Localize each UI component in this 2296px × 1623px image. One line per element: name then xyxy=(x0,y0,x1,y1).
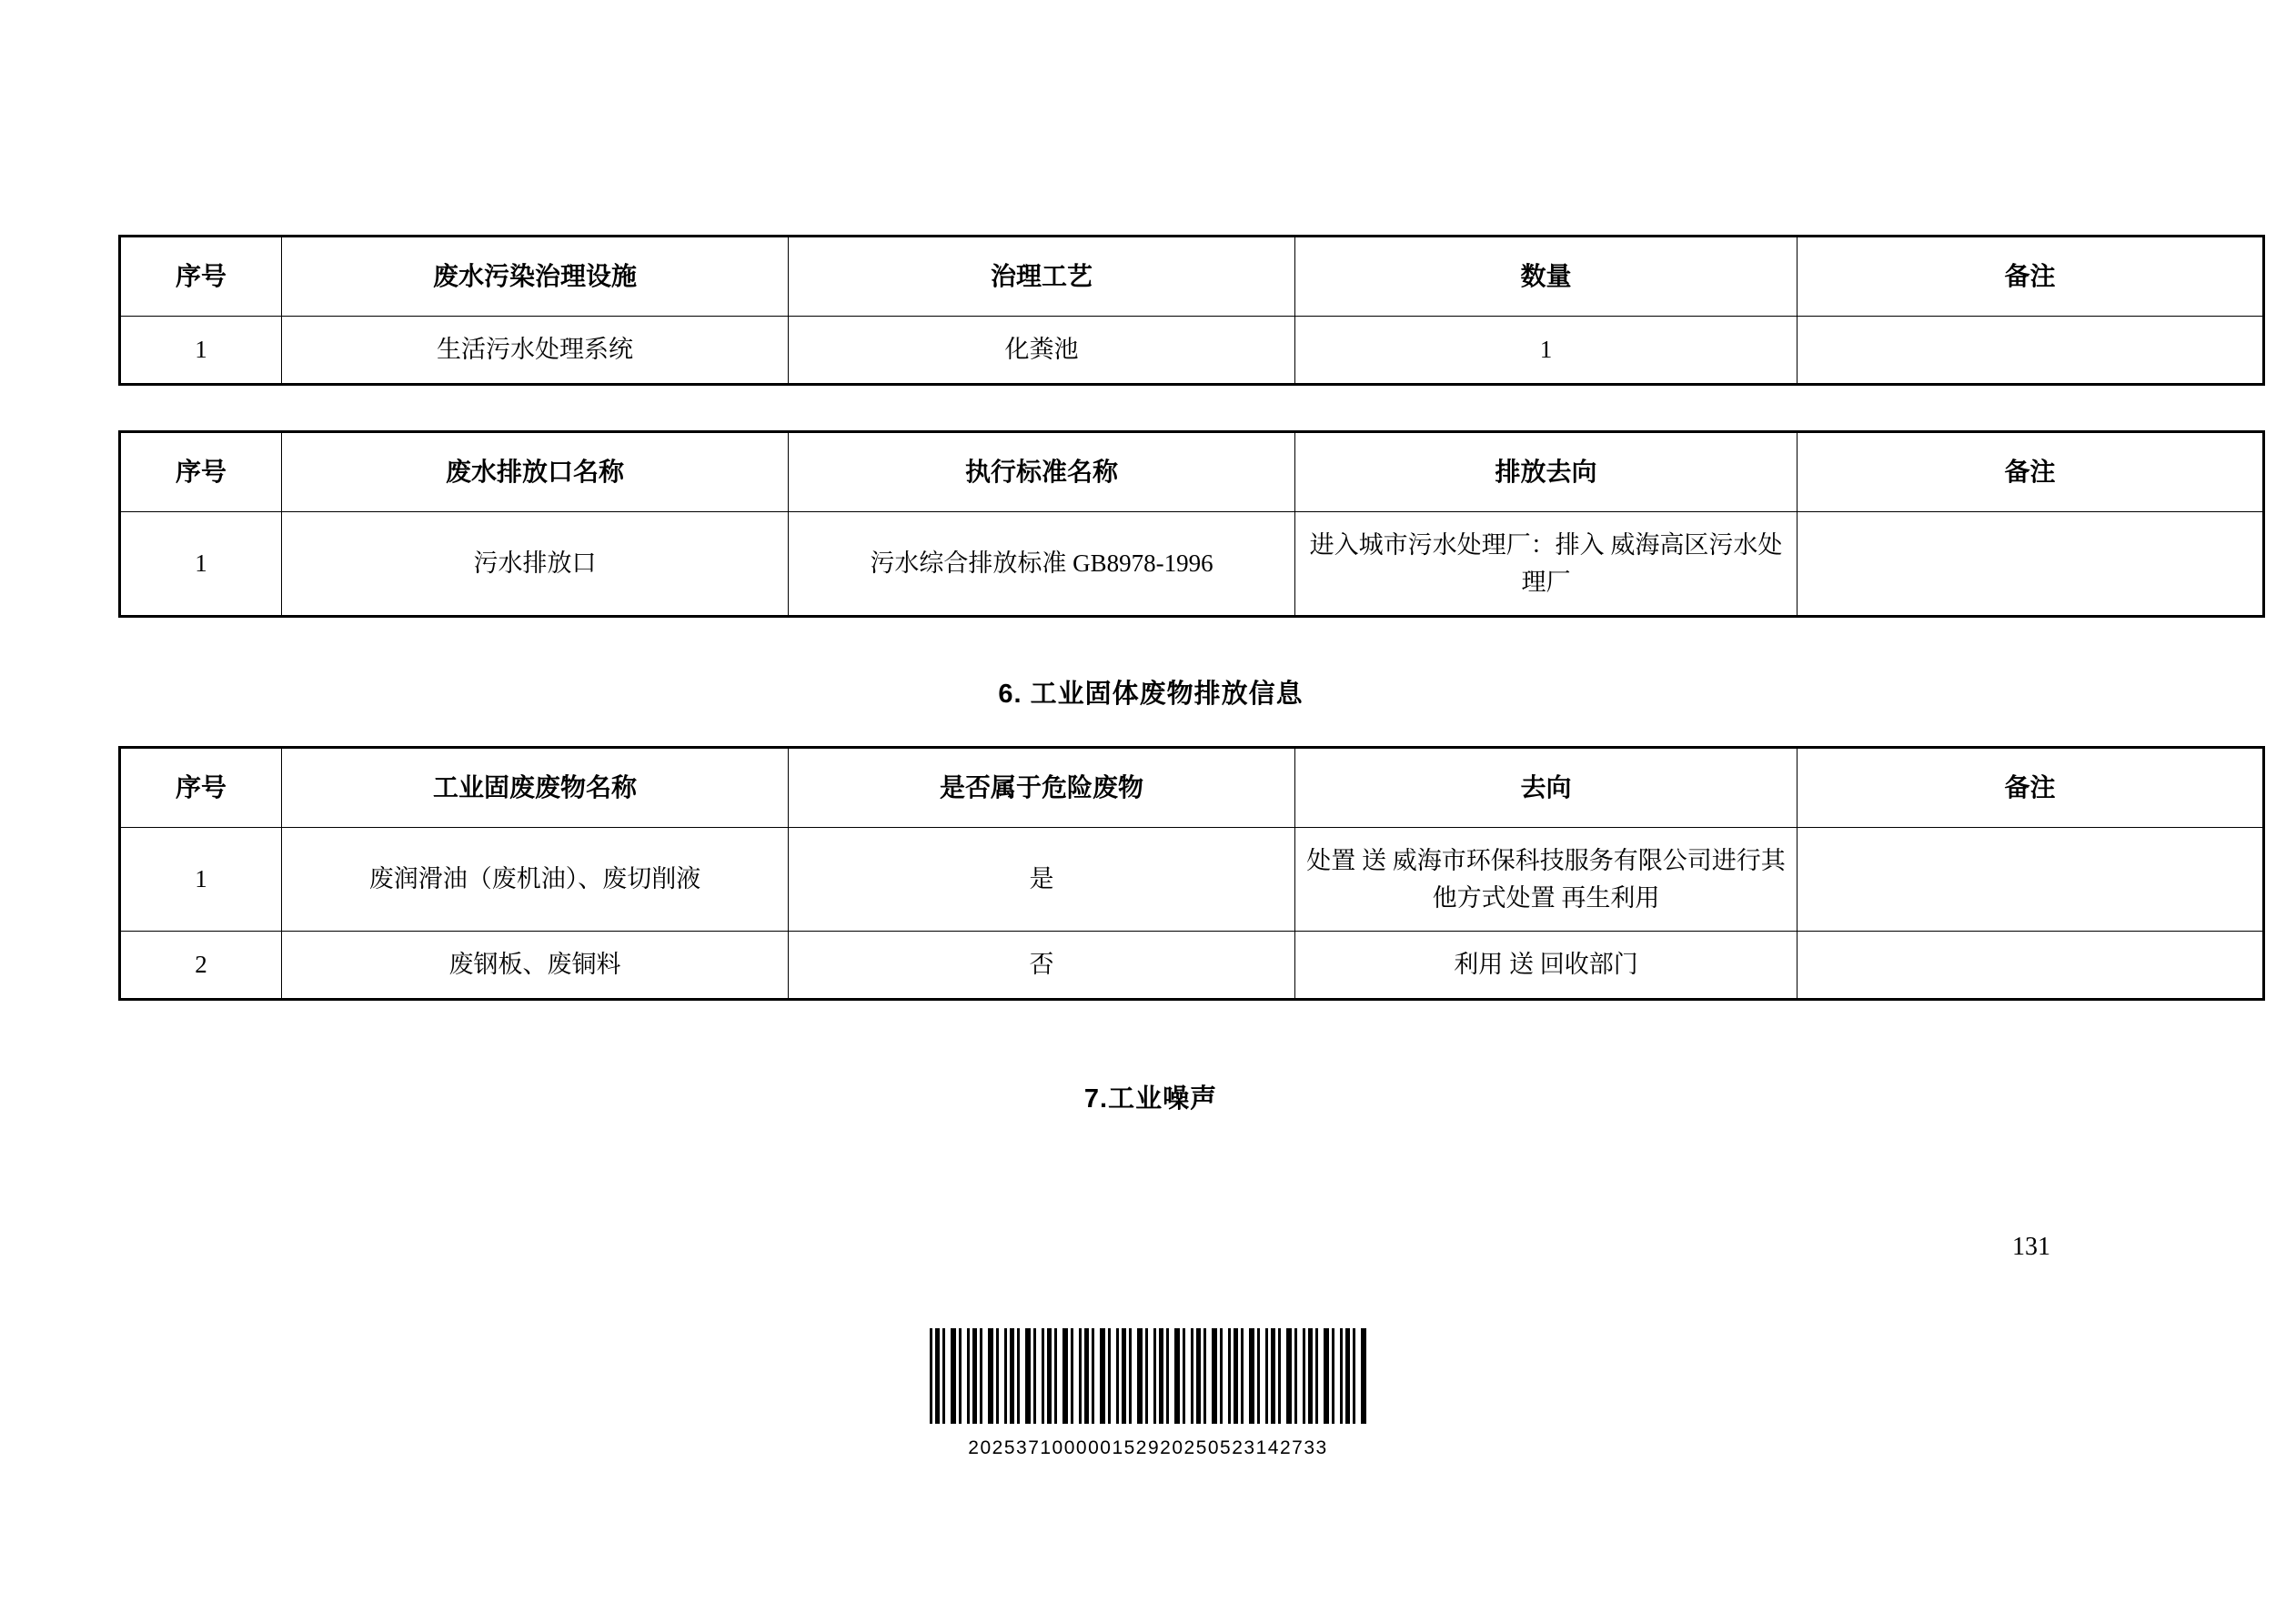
cell-remark xyxy=(1798,932,2264,1000)
solid-waste-table-wrapper xyxy=(118,746,2265,1001)
barcode-image xyxy=(930,1328,1366,1424)
column-header-waste: 工业固废废物名称 xyxy=(282,748,789,828)
column-header-remark: 备注 xyxy=(1798,432,2264,512)
table-row xyxy=(120,512,2264,617)
table-header-row xyxy=(120,748,2264,828)
wastewater-facility-table-wrapper xyxy=(118,235,2265,386)
cell-no: 1 xyxy=(120,512,282,617)
column-header-no: 序号 xyxy=(120,237,282,317)
column-header-no: 序号 xyxy=(120,432,282,512)
column-header-name: 废水污染治理设施 xyxy=(282,237,789,317)
barcode-area xyxy=(0,1328,2296,1459)
wastewater-outlet-table xyxy=(118,430,2265,618)
column-header-remark: 备注 xyxy=(1798,748,2264,828)
cell-waste: 废钢板、废铜料 xyxy=(282,932,789,1000)
cell-direction: 处置 送 威海市环保科技服务有限公司进行其他方式处置 再生利用 xyxy=(1295,828,1798,932)
cell-remark xyxy=(1798,828,2264,932)
table-row xyxy=(120,317,2264,385)
cell-remark xyxy=(1798,317,2264,385)
table-header-row xyxy=(120,432,2264,512)
column-header-qty: 数量 xyxy=(1295,237,1798,317)
section-title-industrial-noise: 7.工业噪声 xyxy=(1083,1084,1218,1114)
column-header-hazardous: 是否属于危险废物 xyxy=(789,748,1295,828)
cell-no: 1 xyxy=(120,828,282,932)
column-header-direction: 去向 xyxy=(1295,748,1798,828)
cell-outlet: 污水排放口 xyxy=(282,512,789,617)
column-header-remark: 备注 xyxy=(1798,237,2264,317)
column-header-no: 序号 xyxy=(120,748,282,828)
cell-name: 生活污水处理系统 xyxy=(282,317,789,385)
cell-standard: 污水综合排放标准 GB8978-1996 xyxy=(789,512,1295,617)
cell-waste: 废润滑油（废机油）、废切削液 xyxy=(282,828,789,932)
cell-hazardous: 是 xyxy=(789,828,1295,932)
cell-hazardous: 否 xyxy=(789,932,1295,1000)
section-title-solid-waste: 6. 工业固体废物排放信息 xyxy=(998,680,1304,709)
table-row xyxy=(120,932,2264,1000)
cell-process: 化粪池 xyxy=(789,317,1295,385)
cell-remark xyxy=(1798,512,2264,617)
table-header-row xyxy=(120,237,2264,317)
cell-qty: 1 xyxy=(1295,317,1798,385)
barcode-text: 202537100000152920250523142733 xyxy=(968,1437,1328,1458)
cell-no: 1 xyxy=(120,317,282,385)
column-header-outlet: 废水排放口名称 xyxy=(282,432,789,512)
wastewater-outlet-table-wrapper xyxy=(118,430,2265,618)
cell-direction: 进入城市污水处理厂：排入 威海高区污水处理厂 xyxy=(1295,512,1798,617)
cell-no: 2 xyxy=(120,932,282,1000)
wastewater-facility-table xyxy=(118,235,2265,386)
column-header-direction: 排放去向 xyxy=(1295,432,1798,512)
cell-direction: 利用 送 回收部门 xyxy=(1295,932,1798,1000)
page-number: 131 xyxy=(2012,1233,2050,1261)
column-header-process: 治理工艺 xyxy=(789,237,1295,317)
table-row xyxy=(120,828,2264,932)
solid-waste-table xyxy=(118,746,2265,1001)
column-header-standard: 执行标准名称 xyxy=(789,432,1295,512)
